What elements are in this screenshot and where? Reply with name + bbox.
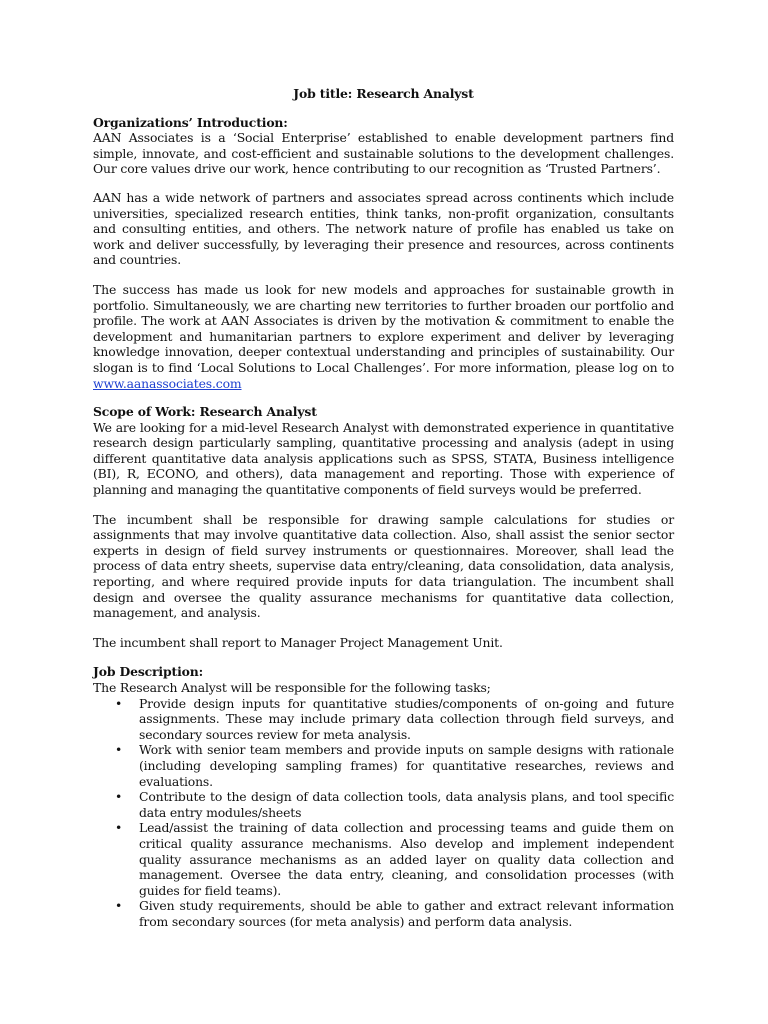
org-intro-paragraph-3 <box>93 282 674 391</box>
bullet-icon: • <box>115 742 123 758</box>
bullet-icon: • <box>115 695 123 711</box>
bullet-icon: • <box>115 820 123 836</box>
scope-paragraph-2: The incumbent shall be responsible for drawing sample calculations for studies or assignments that may involve quantitative data collection. Also, shall assist the senior sector experts in design of field survey instruments or questionnaires. Moreover, shall lead the process of data entry sheets, supervise data entry/cleaning, data consolidation, data analysis, reporting, and where required provide inputs for data triangulation. The incumbent shall design and oversee the quality assurance mechanisms for quantitative data collection, management, and analysis. <box>93 511 674 621</box>
org-intro-paragraph-2: AAN has a wide network of partners and associates spread across continents which include universities, specialized research entities, think tanks, non-profit organization, consultants and consulting entities, and others. The network nature of profile has enabled us take on work and deliver successfully, by leveraging their presence and resources, across continents and countries. <box>93 189 674 268</box>
org-intro-heading: Organizations’ Introduction: <box>93 114 288 130</box>
scope-paragraph-3: The incumbent shall report to Manager Project Management Unit. <box>93 634 503 650</box>
task-list <box>93 696 674 930</box>
task-text: Given study requirements, should be able to gather and extract relevant information from secondary sources (for meta analysis) and perform data analysis. <box>139 898 674 929</box>
task-item <box>115 695 674 743</box>
job-description-heading: Job Description: <box>93 664 204 680</box>
bullet-icon: • <box>115 789 123 805</box>
scope-paragraph-1: We are looking for a mid-level Research Analyst with demonstrated experience in quantitative research design particularly sampling, quantitative processing and analysis (adept in using different quantitative data analysis applications such as SPSS, STATA, Business intelligence (BI), R, ECONO, and others), data management and reporting. Those with experience of planning and managing the quantitative components of field surveys would be preferred. <box>93 419 674 498</box>
task-item <box>115 898 674 929</box>
task-text: Work with senior team members and provide inputs on sample designs with rationale (including developing sampling frames) for quantitative researches, reviews and evaluations. <box>139 742 674 789</box>
task-text: Lead/assist the training of data collection and processing teams and guide them on critical quality assurance mechanisms. Also develop and implement independent quality assurance mechanisms as an added layer on quality data collection and management. Oversee the data entry, cleaning, and consolidation processes (with guides for field teams). <box>139 820 674 898</box>
task-text: Contribute to the design of data collection tools, data analysis plans, and tool specific data entry modules/sheets <box>139 789 674 820</box>
task-item <box>115 820 674 898</box>
website-link[interactable]: www.aanassociates.com <box>93 375 242 391</box>
scope-heading: Scope of Work: Research Analyst <box>93 404 317 420</box>
task-item <box>115 742 674 789</box>
bullet-icon: • <box>115 898 123 914</box>
task-item <box>115 789 674 820</box>
org-intro-paragraph-3-text: The success has made us look for new models and approaches for sustainable growth in portfolio. Simultaneously, we are charting new territories to further broaden our portfolio and profile. The work at AAN Associates is driven by the motivation & commitment to enable the development and humanitarian partners to explore experiment and deliver by leveraging knowledge innovation, deeper contextual understanding and principles of sustainability. Our slogan is to find ‘Local Solutions to Local Challenges’. For more information, please log on to <box>93 281 674 375</box>
page-title: Job title: Research Analyst <box>293 86 474 101</box>
task-text: Provide design inputs for quantitative studies/components of on-going and future assignments. These may include primary data collection through field surveys, and secondary sources review for meta analysis. <box>139 695 674 742</box>
job-description-intro: The Research Analyst will be responsible for the following tasks; <box>93 680 491 695</box>
org-intro-paragraph-1: AAN Associates is a ‘Social Enterprise’ established to enable development partners find simple, innovate, and cost-efficient and sustainable solutions to the development challenges. Our core values drive our work, hence contributing to our recognition as ‘Trusted Partners’. <box>93 130 674 177</box>
